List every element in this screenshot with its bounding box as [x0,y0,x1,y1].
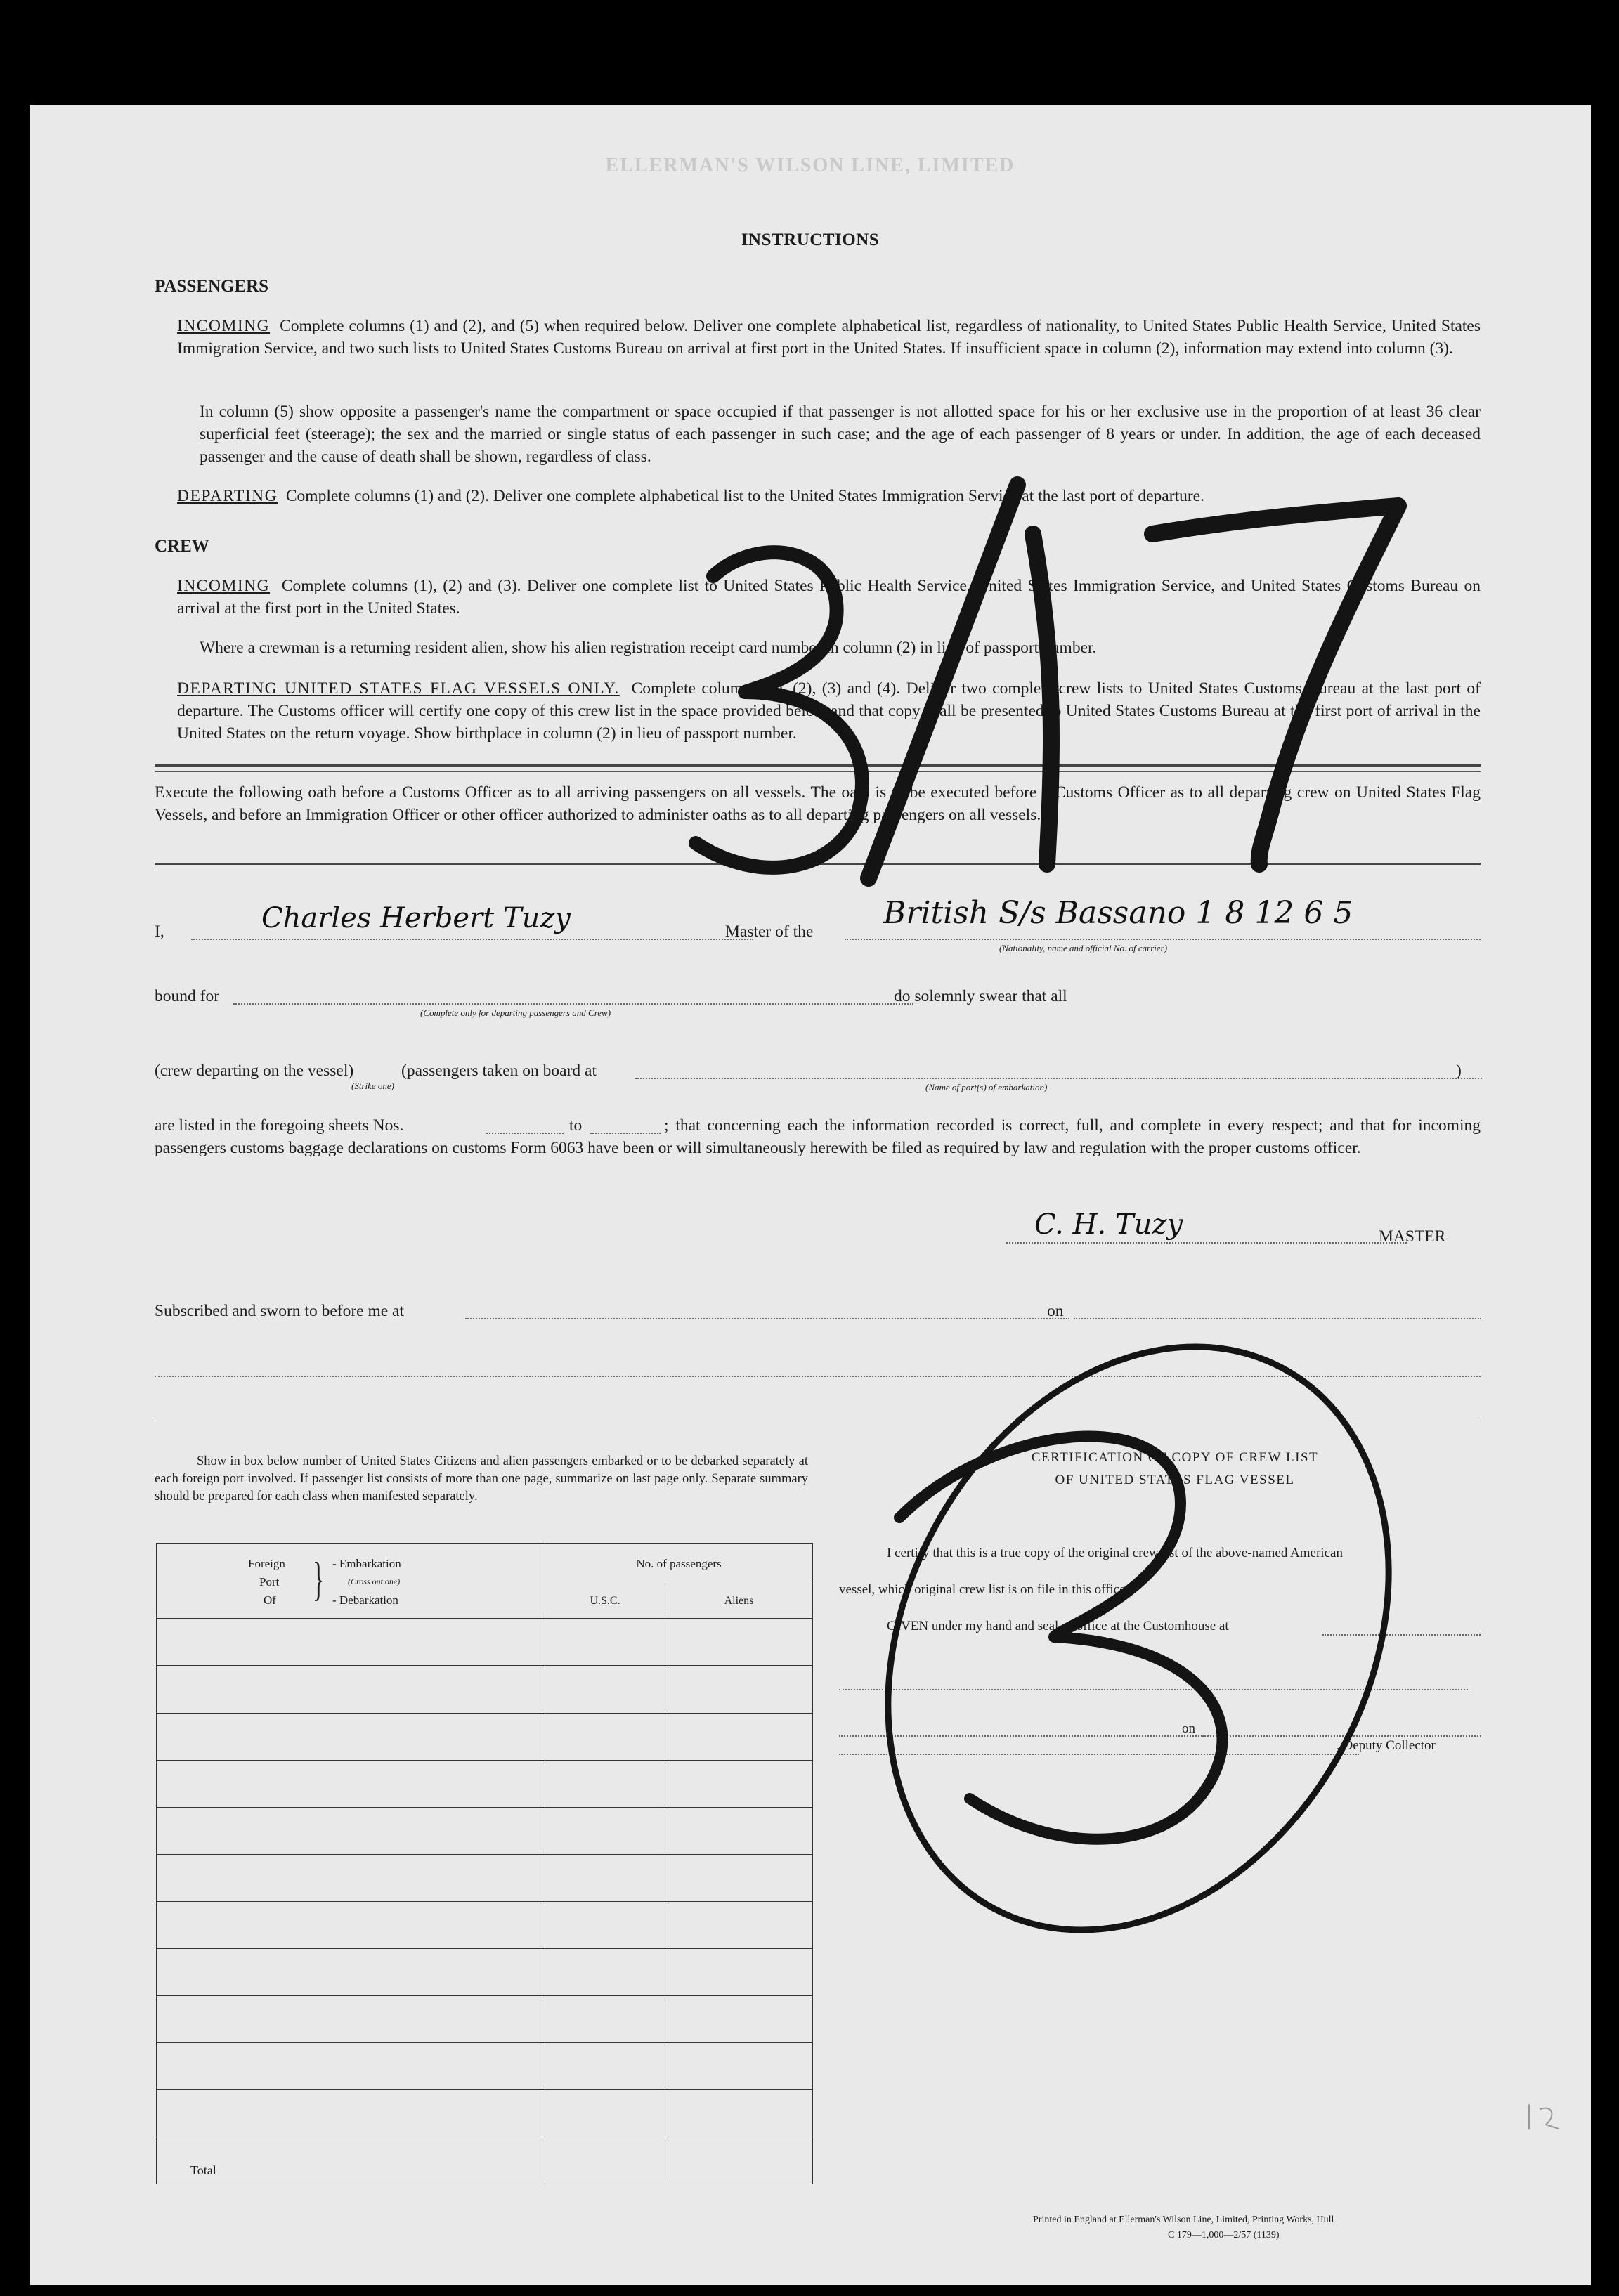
embarkation-option[interactable]: - Embarkation [332,1557,401,1571]
listed-sheets-text: ; that concerning each the information recorded is correct, full, and complete in every respect; and that for incoming passengers customs baggage declarations on customs Form 6063 have been or will simultaneously herewith be filed as required by law and regulation with the proper customs officer. [155,1116,1481,1157]
crew-incoming-label: INCOMING [177,577,271,595]
crew-departing-option: (crew departing on the vessel) [155,1062,354,1080]
sworn-at-field[interactable] [465,1318,1069,1319]
crew-departing-paragraph [177,677,1481,745]
oath-i-label: I, [155,922,164,941]
faint-company-header: ELLERMAN'S WILSON LINE, LIMITED [605,155,1015,176]
vessel-caption: (Nationality, name and official No. of carrier) [999,943,1168,953]
bound-for-field[interactable] [233,1003,913,1005]
port-label: Port [259,1575,280,1589]
table-row [157,2042,813,2089]
close-paren: ) [1456,1062,1462,1080]
table-row [157,1713,813,1760]
master-signature-field[interactable] [1006,1242,1407,1244]
deputy-signature-field[interactable] [839,1754,1359,1755]
table-row [157,1760,813,1807]
crew-heading: CREW [155,537,209,556]
certification-title-2: OF UNITED STATES FLAG VESSEL [1055,1473,1295,1487]
sworn-date-field[interactable] [1074,1318,1481,1319]
certification-date-field[interactable] [1202,1735,1481,1737]
table-row [157,1901,813,1948]
certification-given: GIVEN under my hand and seal of office at the Customhouse at [887,1619,1229,1633]
usc-header: U.S.C. [545,1584,665,1619]
bound-for-label: bound for [155,987,220,1005]
table-row [157,1807,813,1854]
passengers-incoming-text: Complete columns (1) and (2), and (5) when required below. Deliver one complete alphabetical list, regardless of nationality, to United States Public Health Service, United States Immigration Service, and two such lists to United States Customs Bureau on arrival at first port in the United States. If insufficient space in column (2), information may extend into column (3). [177,317,1481,358]
sworn-on-label: on [1047,1302,1064,1320]
brace-icon: } [313,1554,325,1607]
master-of-label: Master of the [725,922,814,941]
strike-one-caption: (Strike one) [351,1081,395,1091]
crew-incoming-paragraph [177,575,1481,620]
crew-incoming-text: Complete columns (1), (2) and (3). Deliver one complete list to United States Public Health Service, United States Immigration Service, and United States Customs Bureau on arrival at the first port in the United States. [177,577,1481,618]
master-label: MASTER [1379,1227,1446,1246]
of-label: Of [264,1593,276,1607]
table-row [157,1619,813,1666]
table-row [157,1995,813,2042]
cross-out-caption: (Cross out one) [348,1577,401,1587]
aliens-header: Aliens [665,1584,813,1619]
to-label: to [569,1116,583,1135]
deputy-collector-label: , Deputy Collector [1337,1738,1436,1753]
table-row [157,2089,813,2137]
certification-text-1: I certify that this is a true copy of the original crew list of the above-named American [887,1546,1343,1560]
passenger-summary-table [156,1543,813,2184]
bound-for-caption: (Complete only for departing passengers and Crew) [420,1007,611,1018]
certification-place-field[interactable] [839,1735,1204,1737]
ports-caption: (Name of port(s) of embarkation) [925,1082,1048,1092]
passengers-departing-label: DEPARTING [177,487,278,505]
passengers-incoming-label: INCOMING [177,317,271,335]
certification-on-label: on [1182,1721,1195,1736]
master-name-field[interactable] [191,939,753,940]
certification-title-1: CERTIFICATION OF COPY OF CREW LIST [1031,1450,1319,1465]
passengers-incoming-paragraph [177,315,1481,360]
crew-resident-paragraph: Where a crewman is a returning resident alien, show his alien registration receipt card number in column (2) in lieu of passport number. [200,639,1097,657]
table-row [157,1854,813,1901]
listed-sheets-label: are listed in the foregoing sheets Nos. [155,1116,404,1135]
crew-departing-label: DEPARTING UNITED STATES FLAG VESSELS ONLY. [177,679,620,698]
crew-departing-text: Complete columns (1), (2), (3) and (4). Deliver two complete crew lists to United States Customs Bureau at the last port of departure. The Customs officer will certify one copy of this crew list in the space provided below and that copy shall be presented to United States Customs Bureau at the first port of arrival in the United States on the return voyage. Show birthplace in column (2) in lieu of passport number. [177,679,1481,743]
divider-rule [155,771,1481,772]
customhouse-field[interactable] [1322,1634,1481,1636]
vessel-handwritten: British S/s Bassano 1 8 12 6 5 [883,895,1353,931]
divider-rule [155,764,1481,767]
certification-text-2: vessel, which original crew list is on file in this office. [839,1582,1129,1597]
passengers-departing-paragraph [177,485,1481,507]
divider-rule [155,863,1481,865]
printer-footer: Printed in England at Ellerman's Wilson Line, Limited, Printing Works, Hull [1033,2215,1334,2225]
summary-instructions: Show in box below number of United States Citizens and alien passengers embarked or to be debarked separately at each foreign port involved. If passenger list consists of more than one page, summarize on last page only. Separate summary should be prepared for each class when manifested separately. [155,1454,808,1504]
passengers-heading: PASSENGERS [155,277,269,296]
no-passengers-header: No. of passengers [545,1544,813,1584]
subscribed-label: Subscribed and sworn to before me at [155,1302,405,1320]
swear-text: do solemnly swear that all [894,987,1067,1005]
vessel-field[interactable] [845,939,1481,940]
foreign-label: Foreign [248,1557,285,1571]
foreign-port-header [157,1544,545,1619]
officer-signature-field[interactable] [155,1376,1481,1377]
total-row [157,2137,813,2184]
table-row [157,1666,813,1713]
passengers-taken-option: (passengers taken on board at [401,1062,597,1080]
page-title: INSTRUCTIONS [741,230,880,249]
passengers-departing-text: Complete columns (1) and (2). Deliver one complete alphabetical list to the United States Immigration Service at the last port of departure. [285,487,1204,505]
master-name-handwritten: Charles Herbert Tuzy [261,902,571,934]
form-code: C 179—1,000—2/57 (1139) [1168,2230,1280,2240]
master-signature-handwritten: C. H. Tuzy [1034,1208,1183,1241]
customhouse-location-field[interactable] [839,1689,1468,1690]
debarkation-option[interactable]: - Debarkation [332,1593,398,1607]
passengers-column5-paragraph: In column (5) show opposite a passenger's name the compartment or space occupied if that passenger is not allotted space for his or her exclusive use in the proportion of at least 36 clear superficial feet (steerage); the sex and the married or single status of each passenger in such case; and the age of each passenger of 8 years or under. In addition, the age of each deceased passenger and the cause of death shall be shown, regardless of class. [200,403,1481,466]
oath-intro: Execute the following oath before a Customs Officer as to all arriving passengers on all vessels. The oath is to be executed before a Customs Officer as to all departing crew on United States Flag Vessels, and before an Immigration Officer or other officer authorized to administer oaths as to all departing passengers on all vessels. [155,783,1481,824]
table-row [157,1948,813,1995]
document-page [30,105,1591,2285]
ports-embarkation-field[interactable] [635,1078,1482,1079]
total-label: Total [157,2137,545,2184]
